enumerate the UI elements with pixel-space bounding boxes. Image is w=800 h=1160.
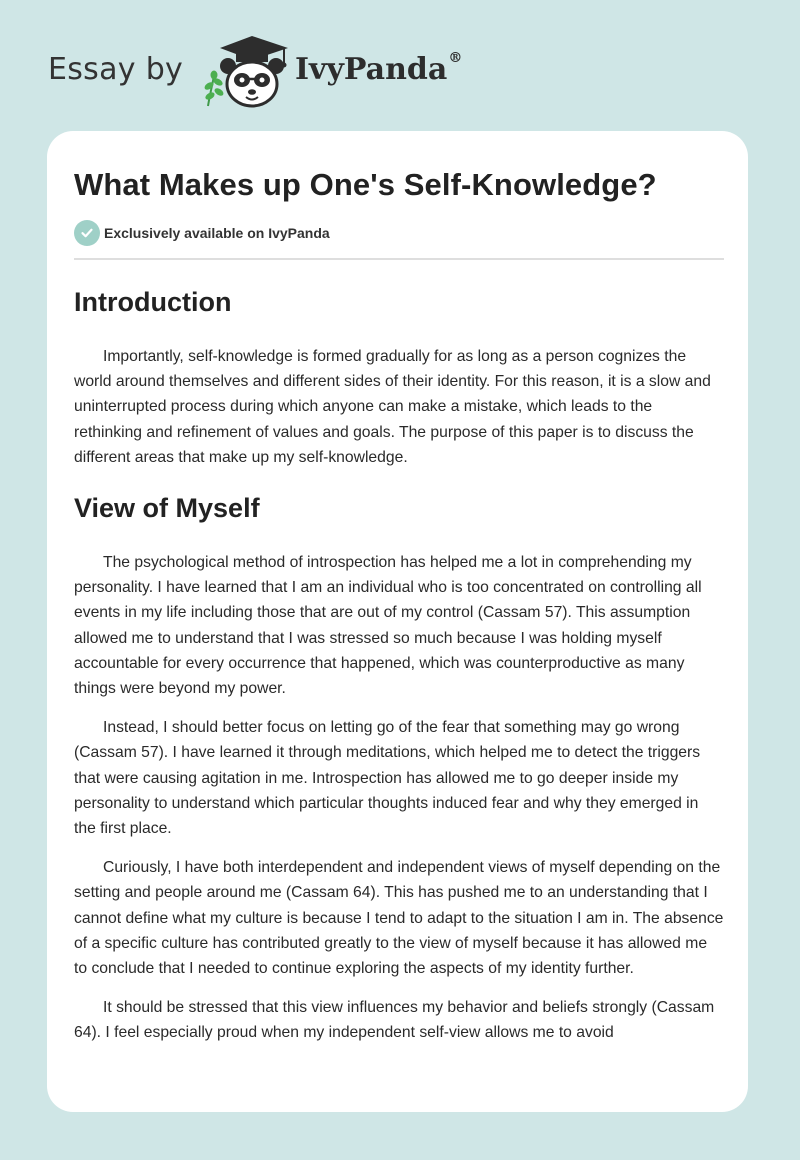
paragraph: Curiously, I have both interdependent and independent views of myself depending on the setting and people around me (Cassam 64). This has pushed me to an understanding that I cannot define what my culture is because I tend to adapt to the situation I am in. The absence of a specific culture has contributed greatly to the view of myself because it has allowed me to conclude that I needed to continue exploring the aspects of my identity further. <box>74 859 724 978</box>
check-circle-icon <box>74 220 100 246</box>
section-heading-introduction: Introduction <box>74 287 232 317</box>
exclusive-label: Exclusively available on IvyPanda <box>104 225 330 241</box>
panda-graduation-cap-icon[interactable] <box>200 34 292 110</box>
paragraph: Instead, I should better focus on letting go of the fear that something may go wrong (Cassam 57). I have learned it through meditations, which helped me to detect the triggers that were causing agitation in me. Introspection has allowed me to go deeper inside my personality to understand which particular thoughts induced fear and why they emerged in the first place. <box>74 719 701 838</box>
article-content <box>74 131 724 1046</box>
page-title: What Makes up One's Self-Knowledge? <box>74 167 657 202</box>
registered-mark: ® <box>448 50 463 66</box>
brand-name[interactable] <box>295 52 462 87</box>
essay-by-label: Essay by <box>48 52 184 87</box>
divider <box>74 258 724 260</box>
section-heading-view-of-myself: View of Myself <box>74 493 260 524</box>
article-card <box>47 131 748 1112</box>
paragraph: Importantly, self-knowledge is formed gradually for as long as a person cognizes the world around themselves and different sides of their identity. For this reason, it is a slow and uninterrupted process during which anyone can make a mistake, which leads to the rethinking and refinement of values and goals. The purpose of this paper is to discuss the different areas that make up my self-knowledge. <box>74 348 711 466</box>
leaf-icon <box>203 71 225 107</box>
brand-text: IvyPanda <box>295 52 448 87</box>
site-header <box>48 34 508 110</box>
exclusive-badge <box>74 220 724 246</box>
paragraph: It should be stressed that this view influences my behavior and beliefs strongly (Cassam 64). I feel especially proud when my independent self-view allows me to avoid <box>74 999 715 1042</box>
paragraph: The psychological method of introspection has helped me a lot in comprehending my personality. I have learned that I am an individual who is too concentrated on controlling all events in my life including those that are out of my control (Cassam 57). This assumption allowed me to understand that I was stressed so much because I was holding myself accountable for every occurrence that happened, which was counterproductive as many things were beyond my power. <box>74 554 702 698</box>
